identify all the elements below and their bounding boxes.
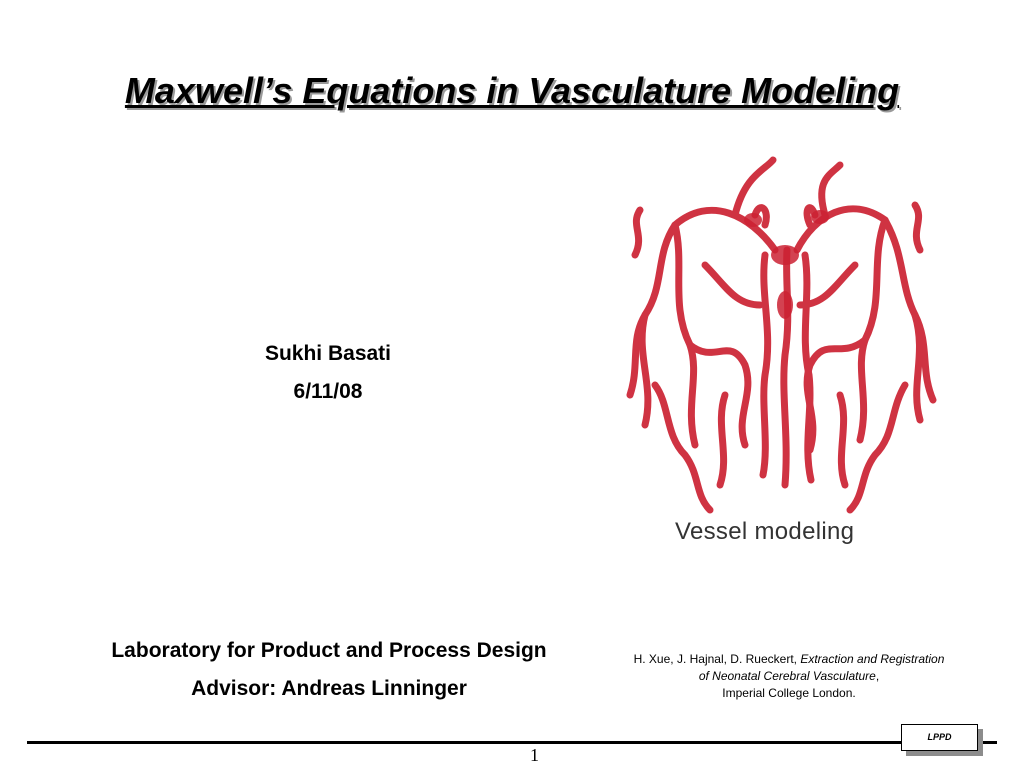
footer-rule <box>27 741 997 744</box>
vessel-model-image <box>615 155 940 525</box>
reference-separator: , <box>875 669 880 683</box>
advisor-name: Advisor: Andreas Linninger <box>191 677 467 700</box>
reference-title: Extraction and Registration of Neonatal Cerebral Vasculature <box>698 652 945 683</box>
reference-citation <box>630 651 948 702</box>
page-number: 1 <box>530 745 539 765</box>
reference-authors: H. Xue, J. Hajnal, D. Rueckert, <box>633 652 801 666</box>
presentation-date: 6/11/08 <box>293 380 363 403</box>
lppd-logo: LPPD <box>901 724 978 751</box>
lab-name: Laboratory for Product and Process Design <box>111 639 547 662</box>
reference-institution: Imperial College London. <box>722 686 856 700</box>
slide-title: Maxwell’s Equations in Vasculature Modeling <box>124 70 900 111</box>
figure-caption: Vessel modeling <box>675 518 855 545</box>
author-name: Sukhi Basati <box>264 342 392 365</box>
